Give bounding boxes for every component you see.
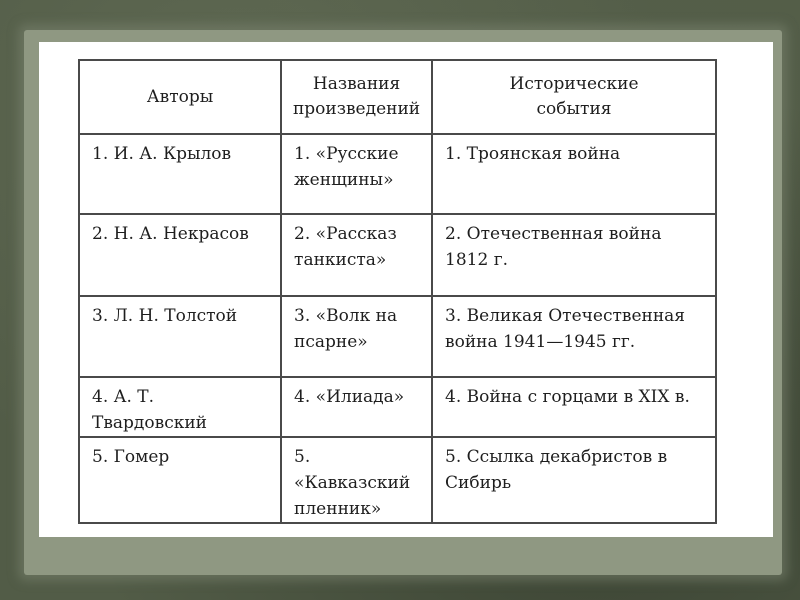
table-row [79,437,716,523]
table-row [79,214,716,296]
table-row [79,134,716,214]
header-events: Исторические события [432,60,716,134]
event-cell: 5. Ссылка декабристов в Сибирь [432,437,716,523]
work-cell: 5. «Кавказский пленник» [281,437,432,523]
work-cell: 3. «Волк на псарне» [281,296,432,377]
matching-table [78,59,717,524]
table-row [79,296,716,377]
work-cell: 2. «Рассказ танкиста» [281,214,432,296]
work-cell: 1. «Русские женщины» [281,134,432,214]
work-cell: 4. «Илиада» [281,377,432,437]
event-cell: 2. Отечественная война 1812 г. [432,214,716,296]
author-cell: 2. Н. А. Некрасов [79,214,281,296]
header-authors: Авторы [79,60,281,134]
author-cell: 4. А. Т. Твардовский [79,377,281,437]
header-works: Названия произведений [281,60,432,134]
event-cell: 4. Война с горцами в XIX в. [432,377,716,437]
event-cell: 3. Великая Отечественная война 1941—1945 гг. [432,296,716,377]
author-cell: 5. Гомер [79,437,281,523]
table-row [79,377,716,437]
author-cell: 3. Л. Н. Толстой [79,296,281,377]
author-cell: 1. И. А. Крылов [79,134,281,214]
event-cell: 1. Троянская война [432,134,716,214]
table-header-row [79,60,716,134]
